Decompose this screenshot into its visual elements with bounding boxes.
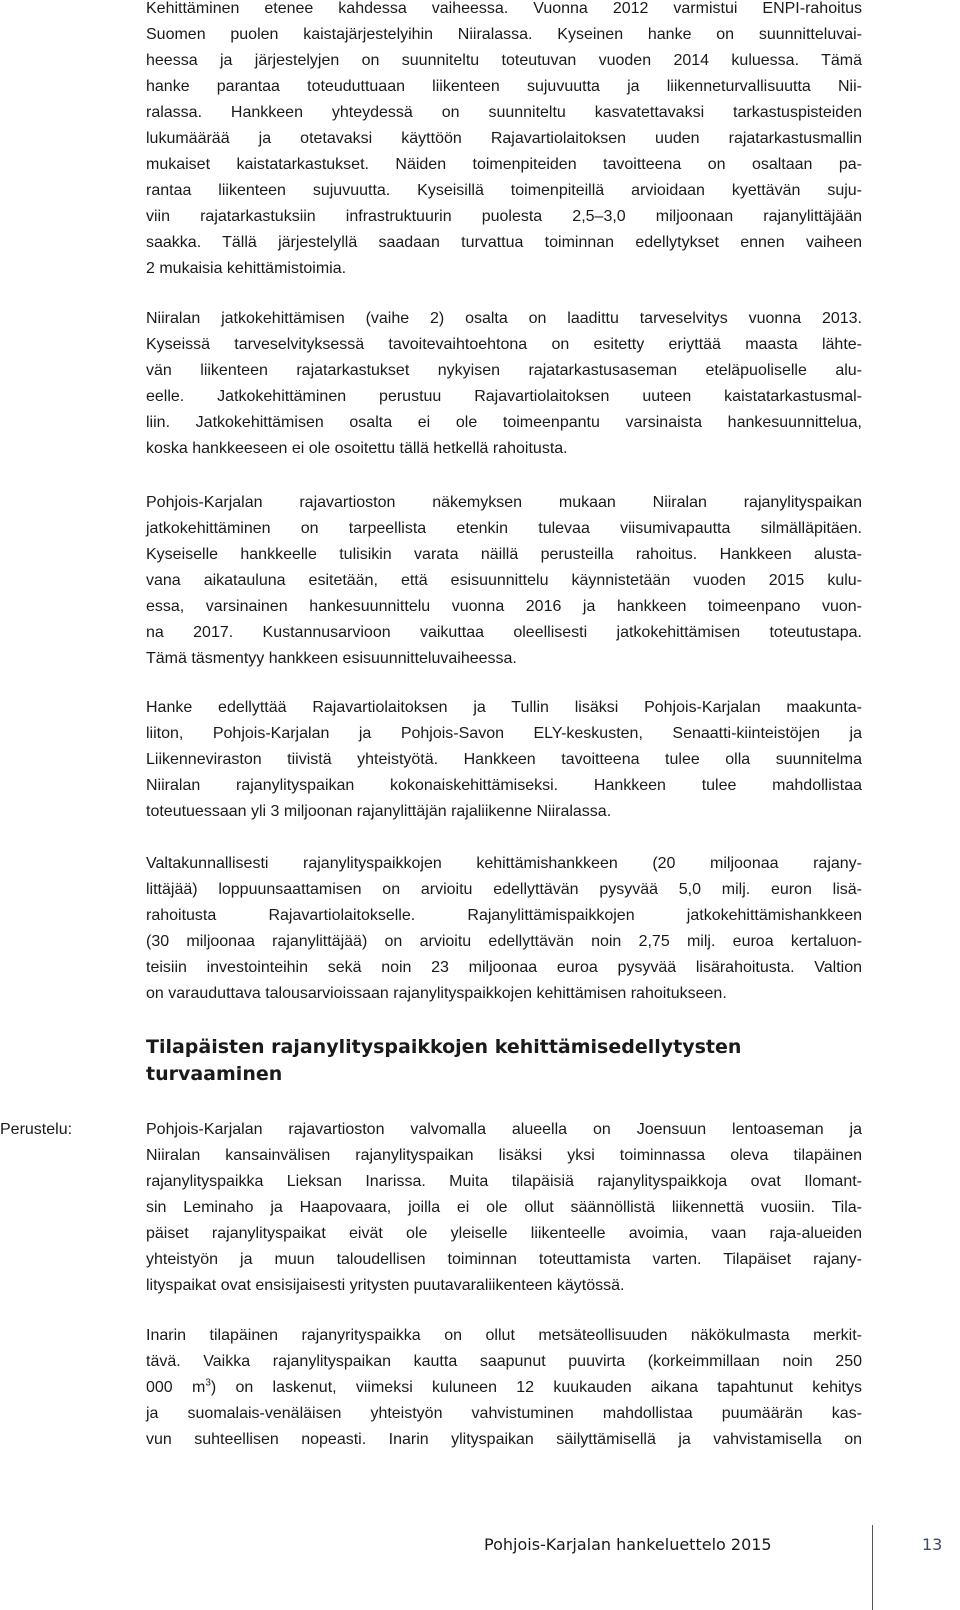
paragraph-2 — [146, 306, 862, 462]
text-line: Kyseissä tarveselvityksessä tavoitevaihtoehtona on esitetty eriyttää maasta lähte- — [146, 336, 862, 353]
text-line: tävä. Vaikka rajanylityspaikan kautta saapunut puuvirta (korkeimmillaan noin 250 — [146, 1353, 862, 1370]
text-line: (30 miljoonaa rajanylittäjää) on arvioitu edellyttävän noin 2,75 milj. euroa kertaluon- — [146, 933, 862, 950]
text-line: rajanylityspaikka Lieksan Inarissa. Muita tilapäisiä rajanylityspaikkoja ovat Ilomant- — [146, 1173, 862, 1190]
paragraph-5 — [146, 851, 862, 1007]
text-line: lityspaikat ovat ensisijaisesti yritysten puutavaraliikenteen käytössä. — [146, 1277, 625, 1294]
text-line — [146, 1375, 862, 1401]
text-fragment: ) on laskenut, viimeksi kuluneen 12 kuukauden aikana tapahtunut kehitys — [210, 1379, 863, 1396]
heading-line: Tilapäisten rajanylityspaikkojen kehittämisedellytysten — [146, 1036, 742, 1058]
text-line: liiton, Pohjois-Karjalan ja Pohjois-Savon ELY-keskusten, Senaatti-kiinteistöjen ja — [146, 725, 862, 742]
section-paragraph-2 — [146, 1323, 862, 1453]
text-fragment: 000 m — [146, 1379, 206, 1396]
text-line: heessa ja järjestelyjen on suunniteltu toteutuvan vuoden 2014 kuluessa. Tämä — [146, 52, 862, 69]
side-label: Perustelu: — [0, 1121, 73, 1138]
paragraph-1 — [146, 0, 862, 282]
paragraph-3 — [146, 490, 862, 672]
text-line: Hanke edellyttää Rajavartiolaitoksen ja Tullin lisäksi Pohjois-Karjalan maakunta- — [146, 699, 862, 716]
text-line: päiset rajanylityspaikat eivät ole yleiselle liikenteelle avoimia, vaan raja-alueiden — [146, 1225, 862, 1242]
text-line: Niiralan rajanylityspaikan kokonaiskehittämiseksi. Hankkeen tulee mahdollistaa — [146, 777, 862, 794]
text-line: viin rajatarkastuksiin infrastruktuurin puolesta 2,5–3,0 miljoonaan rajanylittäjään — [146, 208, 862, 225]
text-line: Suomen puolen kaistajärjestelyihin Niiralassa. Kyseinen hanke on suunnitteluvai- — [146, 26, 862, 43]
text-line: toteutuessaan yli 3 miljoonan rajanylittäjän rajaliikenne Niiralassa. — [146, 803, 612, 820]
text-line: on varauduttava talousarvioissaan rajanylityspaikkojen kehittämisen rahoitukseen. — [146, 985, 727, 1002]
heading-line: turvaaminen — [146, 1063, 283, 1085]
text-line: rahoitusta Rajavartiolaitokselle. Rajanylittämispaikkojen jatkokehittämishankkeen — [146, 907, 862, 924]
text-line: Niiralan jatkokehittämisen (vaihe 2) osalta on laadittu tarveselvitys vuonna 2013. — [146, 310, 862, 327]
text-line: vän liikenteen rajatarkastukset nykyisen rajatarkastusaseman eteläpuoliselle alu- — [146, 362, 862, 379]
text-line: ja suomalais-venäläisen yhteistyön vahvistuminen mahdollistaa puumäärän kas- — [146, 1405, 862, 1422]
text-line: Pohjois-Karjalan rajavartioston valvomalla alueella on Joensuun lentoaseman ja — [146, 1121, 862, 1138]
text-line: yhteistyön ja muun taloudellisen toiminnan toteuttamista varten. Tilapäiset rajany- — [146, 1251, 862, 1268]
text-line: Kyseiselle hankkeelle tulisikin varata näillä perusteilla rahoitus. Hankkeen alusta- — [146, 546, 862, 563]
text-line: rantaa liikenteen sujuvuutta. Kyseisillä toimenpiteillä arvioidaan kyettävän suju- — [146, 182, 862, 199]
text-line: littäjää) loppuunsaattamisen on arvioitu edellyttävän pysyvää 5,0 milj. euron lisä- — [146, 881, 862, 898]
text-line: teisiin investointeihin sekä noin 23 miljoonaa euroa pysyvää lisärahoitusta. Valtion — [146, 959, 862, 976]
text-line: eelle. Jatkokehittäminen perustuu Rajavartiolaitoksen uuteen kaistatarkastusmal- — [146, 388, 862, 405]
text-line: mukaiset kaistatarkastukset. Näiden toimenpiteiden tavoitteena on osaltaan pa- — [146, 156, 862, 173]
text-line: koska hankkeeseen ei ole osoitettu tällä hetkellä rahoitusta. — [146, 440, 568, 457]
text-line: Inarin tilapäinen rajanyrityspaikka on ollut metsäteollisuuden näkökulmasta merkit- — [146, 1327, 862, 1344]
page-number: 13 — [922, 1535, 943, 1554]
text-line: ralassa. Hankkeen yhteydessä on suunniteltu kasvatettavaksi tarkastuspisteiden — [146, 104, 862, 121]
text-line: Niiralan kansainvälisen rajanylityspaikan lisäksi yksi toiminnassa oleva tilapäinen — [146, 1147, 862, 1164]
text-line: vun suhteellisen nopeasti. Inarin ylityspaikan säilyttämisellä ja vahvistamisella on — [146, 1431, 862, 1448]
text-line: Pohjois-Karjalan rajavartioston näkemyksen mukaan Niiralan rajanylityspaikan — [146, 494, 862, 511]
text-line: essa, varsinainen hankesuunnittelu vuonna 2016 ja hankkeen toimeenpano vuon- — [146, 598, 862, 615]
text-line: Valtakunnallisesti rajanylityspaikkojen kehittämishankkeen (20 miljoonaa rajany- — [146, 855, 862, 872]
footer-divider — [872, 1525, 873, 1610]
section-paragraph-1 — [146, 1117, 862, 1299]
section-heading — [146, 1034, 862, 1088]
text-line: jatkokehittäminen on tarpeellista etenkin tulevaa viisumivapautta silmälläpitäen. — [146, 520, 862, 537]
text-line: lukumäärää ja otetavaksi käyttöön Rajavartiolaitoksen uuden rajatarkastusmallin — [146, 130, 862, 147]
text-line: Liikenneviraston tiivistä yhteistyötä. Hankkeen tavoitteena tulee olla suunnitelma — [146, 751, 862, 768]
text-line: 2 mukaisia kehittämistoimia. — [146, 260, 347, 277]
text-line: Tämä täsmentyy hankkeen esisuunnitteluvaiheessa. — [146, 650, 517, 667]
text-line: na 2017. Kustannusarvioon vaikuttaa oleellisesti jatkokehittämisen toteutustapa. — [146, 624, 862, 641]
text-line: saakka. Tällä järjestelyllä saadaan turvattua toiminnan edellytykset ennen vaiheen — [146, 234, 862, 251]
footer-title: Pohjois-Karjalan hankeluettelo 2015 — [484, 1535, 772, 1554]
text-line: sin Leminaho ja Haapovaara, joilla ei ole ollut säännöllistä liikennettä vuosiin. Tila- — [146, 1199, 862, 1216]
text-line: liin. Jatkokehittämisen osalta ei ole toimeenpantu varsinaista hankesuunnittelua, — [146, 414, 862, 431]
text-line: hanke parantaa toteuduttuaan liikenteen sujuvuutta ja liikenneturvallisuutta Nii- — [146, 78, 862, 95]
paragraph-4 — [146, 695, 862, 825]
text-line: Kehittäminen etenee kahdessa vaiheessa. Vuonna 2012 varmistui ENPI-rahoitus — [146, 0, 862, 17]
superscript: 3 — [205, 1377, 211, 1389]
text-line: vana aikatauluna esitetään, että esisuunnittelu käynnistetään vuoden 2015 kulu- — [146, 572, 862, 589]
